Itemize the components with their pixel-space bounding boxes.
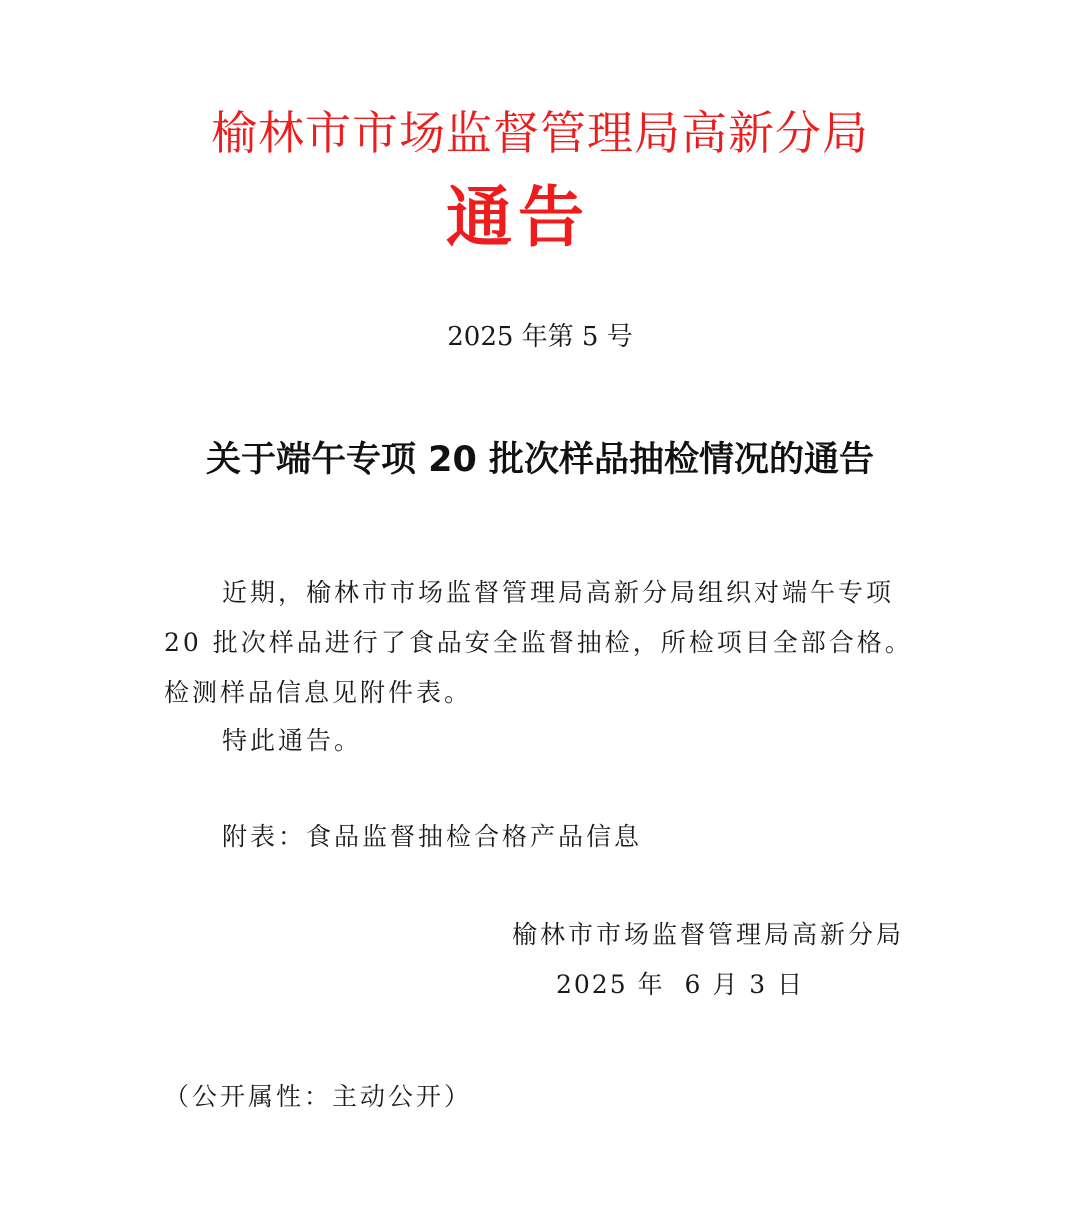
attachment-note: 附表：食品监督抽检合格产品信息 (222, 822, 643, 851)
notice-title: 关于端午专项 20 批次样品抽检情况的通告 (205, 440, 875, 480)
document-type-heading: 通告 (446, 179, 590, 256)
signature-organization: 榆林市市场监督管理局高新分局 (512, 920, 905, 949)
disclosure-attribute: （公开属性：主动公开） (164, 1082, 473, 1111)
signature-date: 2025 年 6 月 3 日 (556, 970, 805, 999)
closing-remark: 特此通告。 (222, 726, 363, 755)
issuer-heading: 榆林市市场监督管理局高新分局 (211, 106, 869, 160)
document-number: 2025 年第 5 号 (447, 322, 633, 352)
body-paragraph: 近期，榆林市市场监督管理局高新分局组织对端午专项 20 批次样品进行了食品安全监督抽检，所检项目全部合格。检测样品信息见附件表。 (164, 578, 913, 707)
